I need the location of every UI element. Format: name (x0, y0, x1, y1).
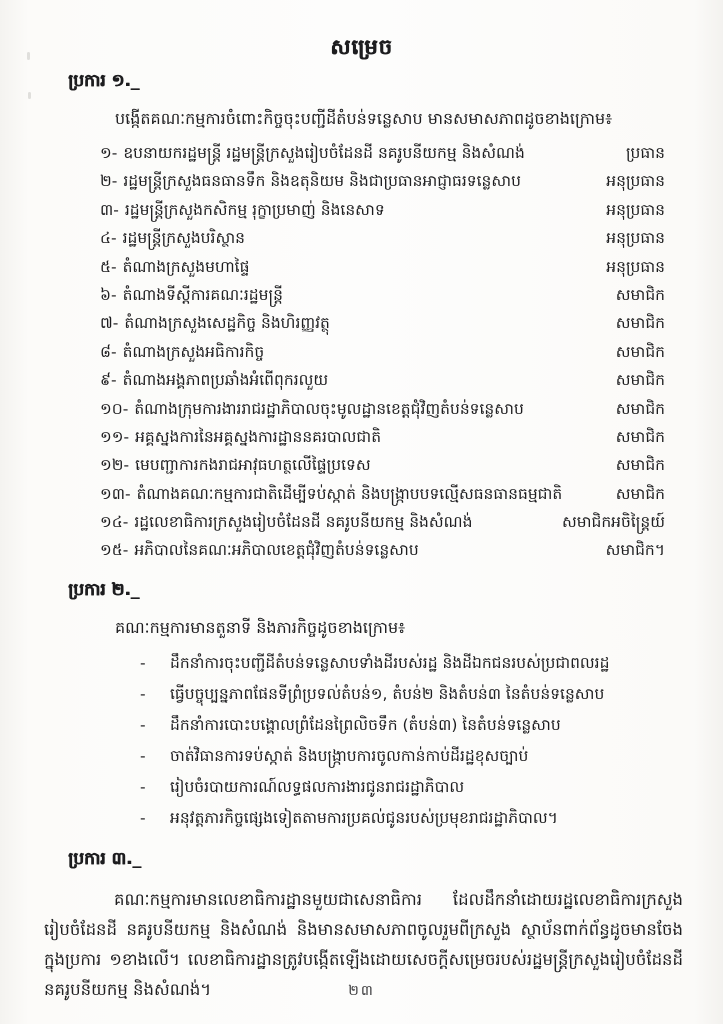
bullet-dash: - (140, 746, 146, 765)
committee-member-list (68, 139, 665, 565)
item-role: អនុប្រធាន (606, 172, 665, 191)
item-number: ៣- (100, 200, 119, 219)
item-text: រដ្ឋមន្ត្រីក្រសួងកសិកម្ម រុក្ខាប្រមាញ់ និងនេសាទ (124, 200, 385, 219)
item-text: អភិបាលនៃគណៈអភិបាលខេត្តជុំវិញតំបន់ទន្លេសាប (134, 541, 419, 560)
list-item (68, 338, 665, 366)
bullet-dash: - (140, 684, 146, 703)
item-text: រដ្ឋលេខាធិការក្រសួងរៀបចំដែនដី នគរូបនីយកម្ម និងសំណង់ (134, 513, 473, 532)
item-number: ៦- (100, 285, 117, 304)
item-text: អនុវត្តភារកិច្ចផ្សេងទៀតតាមការប្រគល់ជូនរបស់ប្រមុខរាជរដ្ឋាភិបាល។ (170, 808, 558, 827)
article-2-intro: គណៈកម្មការមានតួនាទី និងភារកិច្ចដូចខាងក្រោម៖ (115, 617, 406, 637)
list-item (68, 536, 665, 564)
list-item (68, 281, 665, 309)
list-item (68, 423, 665, 451)
list-item (68, 648, 665, 679)
item-number: ២- (100, 172, 118, 191)
item-text: តំណាងទីស្តីការគណៈរដ្ឋមន្ត្រី (122, 285, 283, 304)
bullet-dash: - (140, 653, 146, 672)
item-text: ដឹកនាំការចុះបញ្ជីដីតំបន់ទន្លេសាបទាំងដីរបស់រដ្ឋ និងដីឯកជនរបស់ប្រជាពលរដ្ឋ (170, 653, 610, 672)
item-text: រៀបចំរបាយការណ៍លទ្ធផលការងារជូនរាជរដ្ឋាភិបាល (170, 777, 465, 796)
list-item (68, 803, 665, 834)
item-text: ដឹកនាំការបោះបង្គោលព្រំដែនព្រៃលិចទឹក (តំបន់៣) នៃតំបន់ទន្លេសាប (170, 715, 561, 734)
item-role: សមាជិក (615, 371, 665, 390)
item-role: សមាជិក (615, 427, 665, 446)
list-item (68, 366, 665, 394)
item-text: អគ្គស្នងការនៃអគ្គស្នងការដ្ឋាននគរបាលជាតិ (135, 427, 382, 446)
item-number: ១- (100, 144, 118, 162)
item-text: តំណាងក្រសួងមហាផ្ទៃ (122, 257, 250, 276)
list-item (68, 253, 665, 281)
item-text: រដ្ឋមន្ត្រីក្រសួងធនធានទឹក និងឧតុនិយម និងជាប្រធានអាជ្ញាធរទន្លេសាប (123, 172, 521, 191)
article-2-heading: ប្រការ ២._ (68, 579, 140, 600)
list-item (68, 224, 665, 252)
item-text: តំណាងក្រុមការងាររាជរដ្ឋាភិបាលចុះមូលដ្ឋានខេត្តជុំវិញតំបន់ទន្លេសាប (134, 399, 524, 418)
list-item (68, 395, 665, 423)
item-role: សមាជិក (615, 456, 665, 475)
article-1-intro: បង្កើតគណៈកម្មការចំពោះកិច្ចចុះបញ្ជីដីតំបន់ទន្លេសាប មានសមាសភាពដូចខាងក្រោម៖ (115, 109, 613, 128)
item-text: ធ្វើបច្ចុប្បន្នភាពផែនទីព្រំប្រទល់តំបន់១, តំបន់២ និងតំបន់៣ នៃតំបន់ទន្លេសាប (170, 684, 605, 703)
item-number: ១៥- (100, 541, 129, 560)
item-number: ៥- (100, 257, 117, 276)
list-item (68, 508, 665, 536)
item-number: ១១- (100, 427, 130, 446)
item-text: ចាត់វិធានការទប់ស្កាត់ និងបង្ក្រាបការចូលកាន់កាប់ដីរដ្ឋខុសច្បាប់ (170, 746, 529, 765)
item-number: ១៤- (100, 513, 129, 532)
item-number: ៨- (100, 342, 117, 361)
item-number: ១៣- (100, 484, 131, 503)
bullet-dash: - (140, 808, 146, 827)
list-item (68, 309, 665, 337)
item-text: តំណាងអង្គភាពប្រឆាំងអំពើពុករលួយ (122, 371, 329, 390)
list-item (68, 451, 665, 479)
item-role: ប្រធាន (625, 144, 665, 162)
item-role: សមាជិក។ (605, 541, 665, 560)
item-number: ៤- (100, 229, 117, 248)
scan-artifact (28, 92, 31, 99)
item-role: សមាជិកអចិន្ត្រៃយ៍ (561, 513, 665, 532)
item-role: សមាជិក (615, 399, 665, 418)
item-role: សមាជិក (615, 314, 665, 333)
list-item (68, 196, 665, 224)
list-item (68, 480, 665, 508)
duty-list (68, 648, 665, 834)
item-role: អនុប្រធាន (606, 257, 665, 276)
bullet-dash: - (140, 777, 146, 796)
item-role: សមាជិក (615, 342, 665, 361)
item-text: តំណាងក្រសួងសេដ្ឋកិច្ច និងហិរញ្ញវត្ថុ (124, 314, 330, 333)
list-item (68, 710, 665, 741)
item-text: ឧបនាយករដ្ឋមន្ត្រី រដ្ឋមន្ត្រីក្រសួងរៀបចំដែនដី នគរូបនីយកម្ម និងសំណង់ (123, 144, 525, 162)
item-number: ១២- (100, 456, 130, 475)
list-item (68, 167, 665, 195)
document-title: សម្រេច (330, 35, 393, 59)
item-text: តំណាងគណៈកម្មការជាតិដើម្បីទប់ស្កាត់ និងបង្ក្រាបបទល្មើសធនធានធម្មជាតិ (136, 484, 563, 503)
article-2 (68, 579, 665, 834)
item-role: អនុប្រធាន (606, 200, 665, 219)
list-item (68, 741, 665, 772)
document-body (44, 70, 683, 1019)
item-number: ៧- (100, 314, 119, 333)
list-item (68, 772, 665, 803)
item-number: ១០- (100, 399, 129, 418)
page-number: ២៣ (348, 983, 375, 999)
item-role: សមាជិក (615, 285, 665, 304)
item-text: រដ្ឋមន្ត្រីក្រសួងបរិស្ថាន (122, 229, 245, 248)
list-item (68, 139, 665, 167)
item-role: សមាជិក (615, 484, 665, 503)
item-text: តំណាងក្រសួងអធិការកិច្ច (122, 342, 265, 361)
article-1-heading: ប្រការ ១._ (68, 71, 140, 91)
item-number: ៩- (100, 371, 117, 390)
list-item (68, 679, 665, 710)
article-3-body: គណៈកម្មការមានលេខាធិការដ្ឋានមួយជាសេនាធិការ ដែលដឹកនាំដោយរដ្ឋលេខាធិការក្រសួងរៀបចំដែនដី នគរូបនីយកម្ម និងសំណង់ និងមានសមាសភាពចូលរួមពីក្រសួង ស្ថាប័នពាក់ព័ន្ធដូចមានចែងក្នុងប្រការ ១ខាងលើ។ លេខាធិការដ្ឋានត្រូវបង្កើតឡើងដោយសេចក្ដីសម្រេចរបស់រដ្ឋមន្ត្រីក្រសួងរៀបចំដែនដី នគរូបនីយកម្ម និងសំណង់។ (44, 889, 683, 999)
article-3-heading: ប្រការ ៣._ (68, 848, 141, 869)
item-role: អនុប្រធាន (606, 229, 665, 248)
item-text: មេបញ្ជាការកងរាជអាវុធហត្ថលើផ្ទៃប្រទេស (135, 456, 371, 475)
article-1 (68, 70, 665, 565)
bullet-dash: - (140, 715, 146, 734)
